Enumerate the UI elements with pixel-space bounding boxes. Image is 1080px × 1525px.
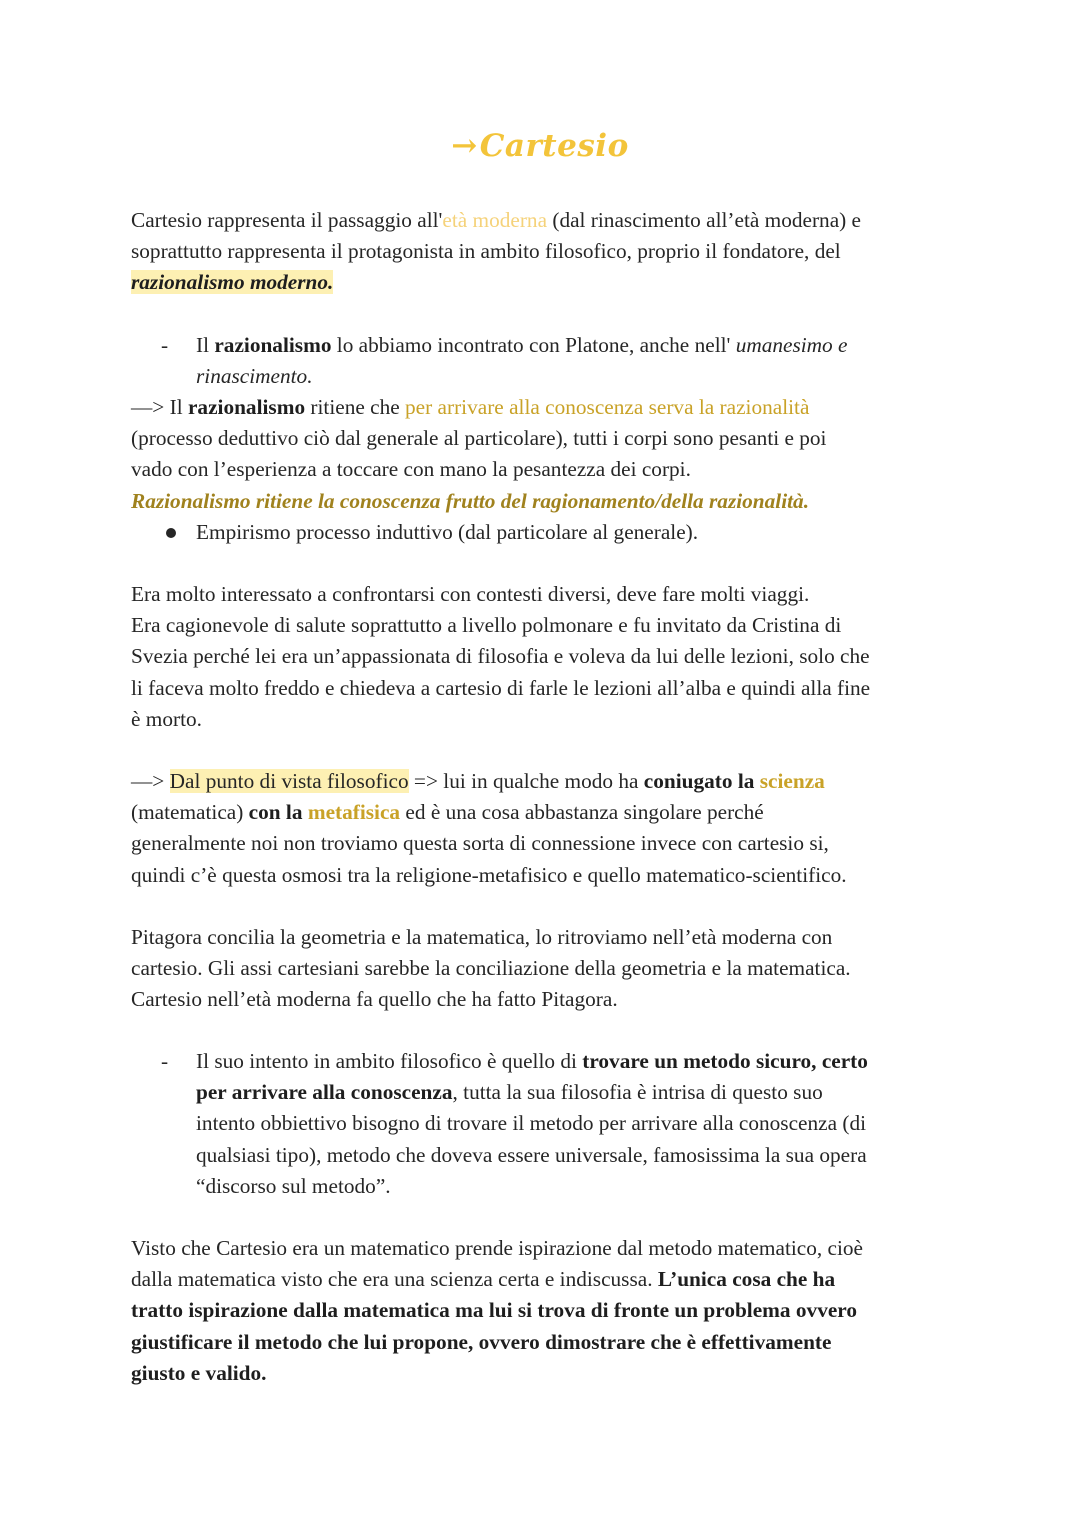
pitagora-line-2: cartesio. Gli assi cartesiani sarebbe la conciliazione della geometria e la matematica. (131, 956, 851, 981)
arrow-right-icon: → (451, 128, 478, 164)
text-span: dalla matematica visto che era una scienza certa e indiscussa. (131, 1267, 658, 1292)
razionalismo-moderno-highlight: razionalismo moderno. (131, 270, 334, 295)
eta-moderna-term: età moderna (442, 208, 548, 232)
empirismo-list-item (196, 517, 956, 548)
conclusion-line-1: Visto che Cartesio era un matematico prende ispirazione dal metodo matematico, cioè (131, 1236, 864, 1260)
text-span: ed è una cosa abbastanza singolare perché (400, 800, 764, 825)
conclusion-line-5 (131, 1358, 961, 1389)
philosophy-line-4: quindi c’è questa osmosi tra la religione-metafisico e quello matematico-scientifico. (131, 862, 847, 887)
bold-term: con la (248, 800, 303, 825)
rationalism-line-4: (processo deduttivo ciò dal generale al particolare), tutti i corpi sono pesanti e poi (131, 426, 827, 451)
pitagora-line-1: Pitagora concilia la geometria e la matematica, lo ritroviamo nell’età moderna con (131, 925, 833, 949)
text-span: Il suo intento in ambito filosofico è quello di (196, 1049, 583, 1073)
bold-term: per arrivare alla conoscenza (196, 1080, 453, 1105)
philosophy-line-2 (131, 797, 961, 828)
text-span: (dal rinascimento all’età moderna) e (547, 208, 862, 232)
bullet-icon (166, 528, 176, 538)
pitagora-line-3: Cartesio nell’età moderna fa quello che ha fatto Pitagora. (131, 987, 618, 1012)
rationalism-definition (131, 486, 961, 517)
pitagora-paragraph (131, 922, 961, 1016)
philosophy-line-1 (131, 766, 961, 797)
highlight-text: Dal punto di vista filosofico (169, 769, 409, 793)
bold-term: tratto ispirazione dalla matematica ma lui si trova di fronte un problema ovvero (131, 1298, 858, 1323)
conclusion-line-4 (131, 1327, 961, 1358)
bold-term: giusto e valido. (131, 1360, 267, 1385)
bold-term: giustificare il metodo che lui propone, ovvero dimostrare che è effettivamente (131, 1329, 832, 1354)
philosophy-paragraph (131, 766, 961, 891)
rationalism-list-item (196, 330, 956, 392)
definition-text: Razionalismo ritiene la conoscenza frutto del ragionamento/della razionalità. (131, 488, 810, 513)
method-line-3: intento obbiettivo bisogno di trovare il metodo per arrivare alla conoscenza (di (196, 1111, 867, 1136)
text-span: , tutta la sua filosofia è intrisa di questo suo (452, 1080, 823, 1105)
list-dash: - (161, 333, 169, 357)
title-text: Cartesio (479, 128, 629, 164)
text-span: => lui in qualche modo ha (408, 769, 644, 793)
rationalism-line-3 (131, 392, 961, 423)
intro-line-2: soprattutto rappresenta il protagonista in ambito filosofico, proprio il fondatore, del (131, 239, 841, 264)
rationalism-line-2 (196, 361, 956, 392)
method-line-2 (196, 1077, 956, 1108)
italic-term: rinascimento. (196, 364, 313, 389)
text-span: (matematica) (131, 800, 249, 825)
bio-line-5: è morto. (131, 706, 202, 731)
conclusion-paragraph (131, 1233, 961, 1389)
text-span: lo abbiamo incontrato con Platone, anche nell' (331, 333, 736, 357)
rationalism-paragraph (131, 392, 961, 517)
conclusion-line-3 (131, 1295, 961, 1326)
bio-line-4: li faceva molto freddo e chiedeva a cartesio di farle le lezioni all’alba e quindi alla fine (131, 675, 871, 700)
bold-term: razionalismo (214, 333, 332, 357)
page-title (0, 128, 1080, 164)
text-span: —> (131, 769, 170, 793)
rationalism-line-5: vado con l’esperienza a toccare con mano la pesantezza dei corpi. (131, 457, 691, 482)
gold-text: per arrivare alla conoscenza serva la razionalità (405, 395, 810, 419)
bold-term: razionalismo (187, 395, 306, 419)
intro-line-3 (131, 267, 961, 298)
rationalism-line-1 (196, 330, 956, 361)
method-list-item (196, 1046, 956, 1202)
bold-term: trovare un metodo sicuro, certo (582, 1049, 868, 1073)
method-line-5: “discorso sul metodo”. (196, 1173, 391, 1198)
text-span: ritiene che (305, 395, 406, 419)
bio-line-1: Era molto interessato a confrontarsi con contesti diversi, deve fare molti viaggi. (131, 582, 810, 606)
conclusion-line-2 (131, 1264, 961, 1295)
method-line-1 (196, 1046, 956, 1077)
bold-term: coniugato la (643, 769, 755, 793)
scienza-term: scienza (759, 769, 825, 793)
italic-term: umanesimo e (735, 333, 848, 357)
list-dash: - (161, 1049, 169, 1073)
text-span: Il (196, 333, 215, 357)
metafisica-term: metafisica (307, 800, 401, 825)
bold-term: L’unica cosa che ha (657, 1267, 836, 1292)
philosophy-line-3: generalmente noi non troviamo questa sorta di connessione invece con cartesio si, (131, 831, 829, 856)
text-span: —> Il (131, 395, 188, 419)
intro-paragraph (131, 205, 961, 299)
method-line-4: qualsiasi tipo), metodo che doveva essere universale, famosissima la sua opera (196, 1142, 867, 1167)
empirismo-line: Empirismo processo induttivo (dal particolare al generale). (196, 520, 699, 544)
text-span: Cartesio rappresenta il passaggio all' (131, 208, 443, 232)
bio-line-3: Svezia perché lei era un’appassionata di filosofia e voleva da lui delle lezioni, solo che (131, 644, 870, 669)
bio-paragraph (131, 579, 961, 735)
bio-line-2: Era cagionevole di salute soprattutto a livello polmonare e fu invitato da Cristina di (131, 613, 842, 638)
intro-line-1 (131, 205, 961, 236)
